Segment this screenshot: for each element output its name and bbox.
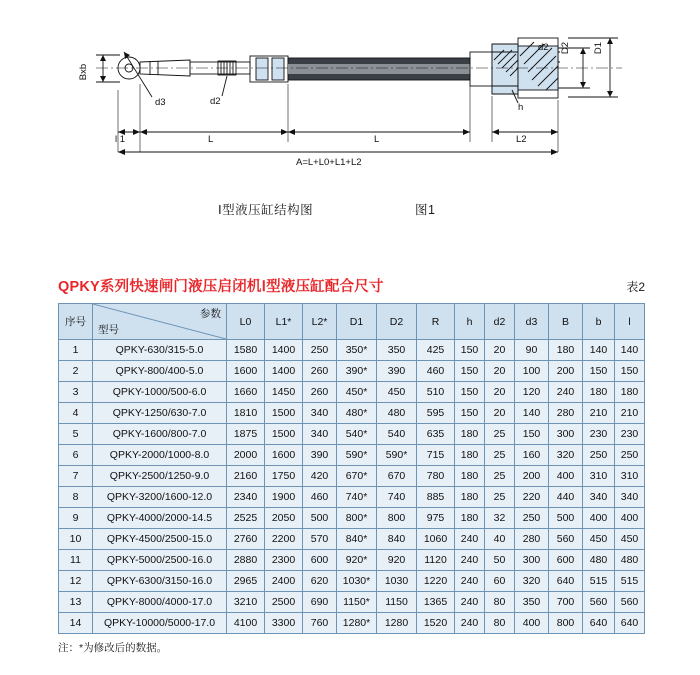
- table-row: [59, 550, 645, 571]
- table-row: [59, 508, 645, 529]
- cell-L2: 420: [303, 466, 337, 487]
- col-header-model-label: 型号: [98, 324, 119, 336]
- cell-h: 180: [455, 445, 485, 466]
- cell-d2: 20: [485, 403, 515, 424]
- cell-no: 8: [59, 487, 93, 508]
- cell-L2: 620: [303, 571, 337, 592]
- spec-table-body: [59, 340, 645, 634]
- cell-L1: 1750: [265, 466, 303, 487]
- cell-h: 180: [455, 466, 485, 487]
- cell-h: 180: [455, 487, 485, 508]
- cell-L0: 1600: [227, 361, 265, 382]
- cell-d3: 250: [515, 508, 549, 529]
- cell-d3: 350: [515, 592, 549, 613]
- label-d2-right: d2: [538, 42, 549, 53]
- table-row: [59, 403, 645, 424]
- cell-B: 700: [549, 592, 583, 613]
- cell-L2: 460: [303, 487, 337, 508]
- cell-L2: 340: [303, 403, 337, 424]
- cell-d3: 120: [515, 382, 549, 403]
- cell-D1: 1280*: [337, 613, 377, 634]
- cell-h: 240: [455, 571, 485, 592]
- cell-L2: 250: [303, 340, 337, 361]
- cell-L1: 3300: [265, 613, 303, 634]
- cell-B: 440: [549, 487, 583, 508]
- label-d3: d3: [155, 97, 166, 108]
- cell-L0: 2525: [227, 508, 265, 529]
- cell-l: 230: [615, 424, 645, 445]
- cell-b: 640: [583, 613, 615, 634]
- cell-B: 600: [549, 550, 583, 571]
- cell-D1: 1030*: [337, 571, 377, 592]
- cell-h: 240: [455, 592, 485, 613]
- cell-L0: 3210: [227, 592, 265, 613]
- cell-L0: 1580: [227, 340, 265, 361]
- cell-d2: 80: [485, 613, 515, 634]
- cell-D2: 1150: [377, 592, 417, 613]
- col-header-L2: L2*: [303, 304, 337, 340]
- cell-d3: 150: [515, 424, 549, 445]
- col-header-B: B: [549, 304, 583, 340]
- cell-D1: 450*: [337, 382, 377, 403]
- cell-l: 140: [615, 340, 645, 361]
- cell-model: QPKY-1000/500-6.0: [93, 382, 227, 403]
- cell-model: QPKY-630/315-5.0: [93, 340, 227, 361]
- cell-R: 1120: [417, 550, 455, 571]
- col-header-d3: d3: [515, 304, 549, 340]
- cell-d2: 50: [485, 550, 515, 571]
- cell-L0: 2340: [227, 487, 265, 508]
- cell-l: 340: [615, 487, 645, 508]
- table-note: 注：*为修改后的数据。: [58, 642, 168, 654]
- table-row: [59, 361, 645, 382]
- cell-D1: 390*: [337, 361, 377, 382]
- cell-R: 510: [417, 382, 455, 403]
- cell-D1: 800*: [337, 508, 377, 529]
- cell-no: 9: [59, 508, 93, 529]
- cell-h: 240: [455, 613, 485, 634]
- cell-b: 515: [583, 571, 615, 592]
- cell-B: 400: [549, 466, 583, 487]
- cell-no: 13: [59, 592, 93, 613]
- col-header-l: l: [615, 304, 645, 340]
- cell-L1: 1600: [265, 445, 303, 466]
- cell-B: 320: [549, 445, 583, 466]
- cylinder-drawing: [0, 0, 700, 235]
- cell-d3: 220: [515, 487, 549, 508]
- cell-D1: 480*: [337, 403, 377, 424]
- cell-D2: 350: [377, 340, 417, 361]
- cell-R: 460: [417, 361, 455, 382]
- spec-table: [58, 303, 645, 634]
- cell-L0: 1810: [227, 403, 265, 424]
- cell-B: 180: [549, 340, 583, 361]
- cell-l: 210: [615, 403, 645, 424]
- cell-l: 250: [615, 445, 645, 466]
- cell-l: 560: [615, 592, 645, 613]
- table-row: [59, 487, 645, 508]
- cell-d2: 25: [485, 445, 515, 466]
- cell-no: 4: [59, 403, 93, 424]
- cell-h: 150: [455, 403, 485, 424]
- label-h: h: [518, 102, 524, 113]
- cell-l: 640: [615, 613, 645, 634]
- cell-l: 400: [615, 508, 645, 529]
- cell-h: 240: [455, 550, 485, 571]
- cell-L0: 2880: [227, 550, 265, 571]
- cell-no: 14: [59, 613, 93, 634]
- cell-d2: 20: [485, 361, 515, 382]
- cell-b: 250: [583, 445, 615, 466]
- table-row: [59, 445, 645, 466]
- cell-model: QPKY-4500/2500-15.0: [93, 529, 227, 550]
- cell-model: QPKY-4000/2000-14.5: [93, 508, 227, 529]
- cell-model: QPKY-6300/3150-16.0: [93, 571, 227, 592]
- col-header-h: h: [455, 304, 485, 340]
- col-header-index: 序号: [59, 304, 93, 340]
- cell-B: 300: [549, 424, 583, 445]
- cell-D2: 920: [377, 550, 417, 571]
- cell-D1: 350*: [337, 340, 377, 361]
- cell-d2: 32: [485, 508, 515, 529]
- cell-d2: 80: [485, 592, 515, 613]
- cell-B: 200: [549, 361, 583, 382]
- cell-h: 150: [455, 382, 485, 403]
- cell-D1: 670*: [337, 466, 377, 487]
- cell-l: 515: [615, 571, 645, 592]
- cell-L1: 2050: [265, 508, 303, 529]
- table-row: [59, 571, 645, 592]
- cell-L2: 500: [303, 508, 337, 529]
- cell-l: 180: [615, 382, 645, 403]
- cell-L1: 1500: [265, 403, 303, 424]
- col-header-model-param: [93, 304, 227, 340]
- cell-D1: 920*: [337, 550, 377, 571]
- col-header-L1: L1*: [265, 304, 303, 340]
- table-row: [59, 592, 645, 613]
- cell-d2: 20: [485, 340, 515, 361]
- cell-D1: 540*: [337, 424, 377, 445]
- col-header-d2: d2: [485, 304, 515, 340]
- figure-caption-title: [218, 200, 313, 218]
- cell-h: 150: [455, 340, 485, 361]
- cell-b: 150: [583, 361, 615, 382]
- cell-B: 640: [549, 571, 583, 592]
- cell-b: 210: [583, 403, 615, 424]
- cell-b: 400: [583, 508, 615, 529]
- cell-b: 310: [583, 466, 615, 487]
- cell-L2: 570: [303, 529, 337, 550]
- cell-L2: 340: [303, 424, 337, 445]
- cell-R: 1365: [417, 592, 455, 613]
- figure-caption-number: 图1: [415, 203, 436, 217]
- cell-D2: 1280: [377, 613, 417, 634]
- cell-D1: 740*: [337, 487, 377, 508]
- cell-B: 280: [549, 403, 583, 424]
- table-number: 表2: [626, 280, 645, 294]
- cell-b: 450: [583, 529, 615, 550]
- cell-d3: 100: [515, 361, 549, 382]
- cell-L0: 1875: [227, 424, 265, 445]
- cell-l: 310: [615, 466, 645, 487]
- cell-L0: 1660: [227, 382, 265, 403]
- cell-model: QPKY-3200/1600-12.0: [93, 487, 227, 508]
- cell-d3: 90: [515, 340, 549, 361]
- cell-h: 180: [455, 424, 485, 445]
- spec-table-block: [0, 275, 700, 655]
- cell-no: 1: [59, 340, 93, 361]
- cell-L1: 2300: [265, 550, 303, 571]
- table-row: [59, 424, 645, 445]
- cell-b: 140: [583, 340, 615, 361]
- cell-d2: 20: [485, 382, 515, 403]
- cell-model: QPKY-800/400-5.0: [93, 361, 227, 382]
- label-L-left: L: [208, 134, 214, 145]
- table-row: [59, 466, 645, 487]
- cell-model: QPKY-8000/4000-17.0: [93, 592, 227, 613]
- cell-D2: 740: [377, 487, 417, 508]
- cell-d2: 40: [485, 529, 515, 550]
- cell-model: QPKY-2000/1000-8.0: [93, 445, 227, 466]
- table-row: [59, 613, 645, 634]
- cell-R: 1220: [417, 571, 455, 592]
- cell-L0: 4100: [227, 613, 265, 634]
- cell-D2: 800: [377, 508, 417, 529]
- cell-L2: 600: [303, 550, 337, 571]
- label-bxb: Bxb: [78, 63, 89, 81]
- cell-R: 975: [417, 508, 455, 529]
- cell-L1: 1400: [265, 340, 303, 361]
- cell-R: 595: [417, 403, 455, 424]
- cell-no: 12: [59, 571, 93, 592]
- cell-B: 560: [549, 529, 583, 550]
- cell-L0: 2000: [227, 445, 265, 466]
- label-D2: D2: [560, 41, 571, 55]
- cell-L2: 760: [303, 613, 337, 634]
- cell-D2: 540: [377, 424, 417, 445]
- cell-model: QPKY-1250/630-7.0: [93, 403, 227, 424]
- cell-d3: 160: [515, 445, 549, 466]
- cell-R: 780: [417, 466, 455, 487]
- cell-L1: 1450: [265, 382, 303, 403]
- cell-R: 885: [417, 487, 455, 508]
- cell-L2: 390: [303, 445, 337, 466]
- table-title-row: [58, 275, 645, 303]
- cell-d2: 25: [485, 424, 515, 445]
- label-D1: D1: [593, 41, 604, 55]
- cell-h: 180: [455, 508, 485, 529]
- table-row: [59, 529, 645, 550]
- cell-L2: 260: [303, 382, 337, 403]
- figure-caption-title-text: Ⅰ型液压缸结构图: [218, 203, 314, 217]
- cell-d3: 200: [515, 466, 549, 487]
- cell-no: 3: [59, 382, 93, 403]
- cell-d3: 140: [515, 403, 549, 424]
- cell-R: 425: [417, 340, 455, 361]
- cell-model: QPKY-5000/2500-16.0: [93, 550, 227, 571]
- cell-d3: 300: [515, 550, 549, 571]
- cell-L1: 1500: [265, 424, 303, 445]
- cell-D2: 840: [377, 529, 417, 550]
- cell-no: 2: [59, 361, 93, 382]
- cell-b: 480: [583, 550, 615, 571]
- cell-L0: 2160: [227, 466, 265, 487]
- cell-h: 240: [455, 529, 485, 550]
- cell-model: QPKY-10000/5000-17.0: [93, 613, 227, 634]
- cell-b: 230: [583, 424, 615, 445]
- cell-D2: 1030: [377, 571, 417, 592]
- label-L-mid: L: [374, 134, 380, 145]
- col-header-D2: D2: [377, 304, 417, 340]
- cell-L1: 1900: [265, 487, 303, 508]
- cell-d3: 400: [515, 613, 549, 634]
- cell-D1: 590*: [337, 445, 377, 466]
- cell-d2: 25: [485, 487, 515, 508]
- cell-b: 180: [583, 382, 615, 403]
- label-l1: l 1: [115, 134, 126, 145]
- label-total: A=L+L0+L1+L2: [296, 157, 362, 168]
- cell-L1: 2500: [265, 592, 303, 613]
- cell-model: QPKY-2500/1250-9.0: [93, 466, 227, 487]
- cell-L0: 2760: [227, 529, 265, 550]
- table-row: [59, 382, 645, 403]
- col-header-R: R: [417, 304, 455, 340]
- col-header-param-label: 参数: [200, 308, 221, 320]
- col-header-b: b: [583, 304, 615, 340]
- cell-l: 480: [615, 550, 645, 571]
- cell-model: QPKY-1600/800-7.0: [93, 424, 227, 445]
- cell-l: 450: [615, 529, 645, 550]
- cell-l: 150: [615, 361, 645, 382]
- cell-B: 800: [549, 613, 583, 634]
- cell-D1: 840*: [337, 529, 377, 550]
- cell-R: 635: [417, 424, 455, 445]
- hydraulic-cylinder-figure: [0, 0, 700, 235]
- cell-b: 560: [583, 592, 615, 613]
- cell-h: 150: [455, 361, 485, 382]
- cell-R: 1060: [417, 529, 455, 550]
- cell-L1: 2400: [265, 571, 303, 592]
- col-header-L0: L0: [227, 304, 265, 340]
- label-L2: L2: [516, 134, 527, 145]
- cell-D2: 390: [377, 361, 417, 382]
- table-title: QPKY系列快速闸门液压启闭机Ⅰ型液压缸配合尺寸: [58, 279, 384, 295]
- cell-d3: 320: [515, 571, 549, 592]
- cell-no: 5: [59, 424, 93, 445]
- cell-D2: 670: [377, 466, 417, 487]
- cell-L2: 690: [303, 592, 337, 613]
- cell-D2: 450: [377, 382, 417, 403]
- col-header-D1: D1: [337, 304, 377, 340]
- cell-no: 10: [59, 529, 93, 550]
- cell-L1: 1400: [265, 361, 303, 382]
- cell-no: 6: [59, 445, 93, 466]
- cell-L1: 2200: [265, 529, 303, 550]
- cell-L2: 260: [303, 361, 337, 382]
- label-d2-left: d2: [210, 96, 221, 107]
- cell-d2: 25: [485, 466, 515, 487]
- cell-d3: 280: [515, 529, 549, 550]
- cell-D2: 480: [377, 403, 417, 424]
- cell-B: 240: [549, 382, 583, 403]
- table-header-row: [59, 304, 645, 340]
- cell-no: 11: [59, 550, 93, 571]
- cell-R: 1520: [417, 613, 455, 634]
- cell-D2: 590*: [377, 445, 417, 466]
- cell-L0: 2965: [227, 571, 265, 592]
- cell-d2: 60: [485, 571, 515, 592]
- cell-B: 500: [549, 508, 583, 529]
- table-row: [59, 340, 645, 361]
- cell-R: 715: [417, 445, 455, 466]
- cell-no: 7: [59, 466, 93, 487]
- cell-D1: 1150*: [337, 592, 377, 613]
- cell-b: 340: [583, 487, 615, 508]
